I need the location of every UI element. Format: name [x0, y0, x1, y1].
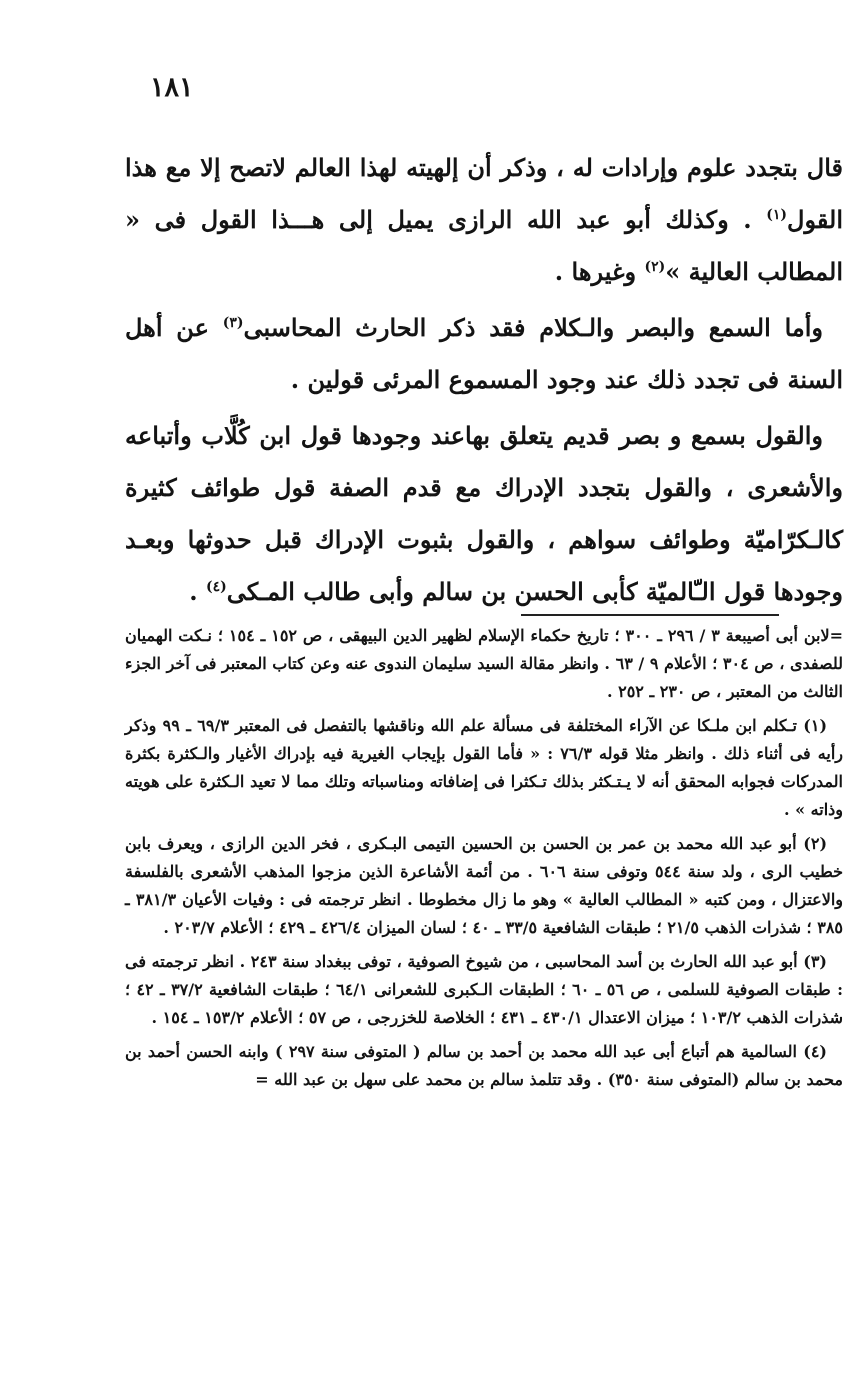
footnote-4: (٤) السالمية هم أتباع أبى عبد الله محمد بن أحمد بن سالم ( المتوفى سنة ٢٩٧ ) وابنه الحسن أحمد بن محمد بن سالم (المتوفى سنة ٣٥٠) . وقد تتلمذ سالم بن محمد على سهل بن عبد الله = — [125, 1042, 843, 1089]
page-number: ١٨١ — [150, 72, 194, 103]
main-paragraph-2-text-a: وأما السمع والبصر والـكلام فقد ذكر الحارث المحاسبى — [243, 313, 824, 342]
main-paragraph-1-text-a: قال بتجدد علوم وإرادات له ، وذكر أن إلهيته لهذا العالم لاتصح إلا مع هذا القول — [125, 153, 843, 234]
footnote-3: (٣) أبو عبد الله الحارث بن أسد المحاسبى ، من شيوخ الصوفية ، توفى ببغداد سنة ٢٤٣ . انظر ترجمته فى : طبقات الصوفية للسلمى ، ص ٥٦ ـ ٦٠ ؛ الطبقات الـكبرى للشعرانى ٦٤/١ ؛ طبقات الشافعية ٣٧/٢ ـ ٤٢ ؛ شذرات الذهب ١٠٣/٢ ؛ ميزان الاعتدال ٤٣٠/١ ـ ٤٣١ ؛ الخلاصة للخزرجى ، ص ٥٧ ؛ الأعلام ١٥٣/٢ ـ ١٥٤ . — [125, 952, 844, 1027]
footnote-2: (٢) أبو عبد الله محمد بن عمر بن الحسن بن الحسين التيمى البـكرى ، فخر الدين الرازى ، ويعرف بابن خطيب الرى ، ولد سنة ٥٤٤ وتوفى سنة ٦٠٦ . من أئمة الأشاعرة الذين مزجوا المذهب الأشعرى بالفلسفة والاعتزال ، ومن كتبه « المطالب العالية » وهو ما زال مخطوطا . انظر ترجمته فى : وفيات الأعيان ٣٨١/٣ ـ ٣٨٥ ؛ شذرات الذهب ٢١/٥ ؛ طبقات الشافعية ٣٣/٥ ـ ٤٠ ؛ لسان الميزان ٤٢٦/٤ ـ ٤٢٩ ؛ الأعلام ٢٠٣/٧ . — [125, 834, 844, 937]
footnote-separator — [521, 614, 779, 616]
main-paragraph-1-text-c: وغيرها . — [554, 257, 645, 286]
footnote-ref-2: (٢) — [644, 259, 666, 275]
main-paragraph-2-text-b: عن أهل السنة فى تجدد ذلك عند وجود المسموع المرئى قولين . — [125, 313, 843, 394]
footnote-ref-1: (١) — [766, 207, 788, 223]
footnotes — [125, 622, 843, 1100]
main-paragraph-3-text-a: والقول بسمع و بصر قديم يتعلق بهاعند وجودها قول ابن كُلَّاب وأتباعه والأشعرى ، والقول بتجدد الإدراك مع قدم الصفة قول طوائف كثيرة كالـكرّاميّة وطوائف سواهم ، والقول بثبوت الإدراك قبل حدوثها وبعـد وجودها قول الـّالميّة كأبى الحسن بن سالم وأبى طالب المـكى — [125, 421, 843, 606]
main-paragraph-2 — [125, 302, 843, 406]
footnote-1: (١) تـكلم ابن ملـكا عن الآراء المختلفة فى مسألة علم الله وناقشها بالتفصل فى المعتبر ٦٩/٣ ـ ٩٩ وذكر رأيه فى أثناء ذلك . وانظر مثلا قوله ٧٦/٣ : « فأما القول بإيجاب الغيرية فيه بإدراك الأغيار والـكثرة بكثرة المدركات فجوابه المحقق أنه لا يـتـكثر بذلك تـكثرا فى إضافاته ومناسباته وتلك مما لا تعيد الـكثرة على هويته وذاته » . — [125, 716, 843, 819]
footnote-continuation: =لابن أبى أصيبعة ٣ / ٢٩٦ ـ ٣٠٠ ؛ تاريخ حكماء الإسلام لظهير الدين البيهقى ، ص ١٥٢ ـ ١٥٤ ؛ نـكت الهميان للصفدى ، ص ٣٠٤ ؛ الأعلام ٩ / ٦٣ . وانظر مقالة السيد سليمان الندوى عنه وعن كتاب المعتبر فى آخر الجزء الثالث من المعتبر ، ص ٢٣٠ ـ ٢٥٢ . — [125, 626, 844, 701]
main-paragraph-3 — [125, 410, 843, 618]
footnote-ref-4: (٤) — [206, 579, 227, 595]
footnote-ref-3: (٣) — [222, 315, 244, 331]
main-paragraph-1 — [125, 142, 843, 298]
main-paragraph-1-text-b: . وكذلك أبو عبد الله الرازى يميل إلى هـــذا القول فى « المطالب العالية » — [125, 205, 843, 286]
main-text — [125, 142, 843, 622]
main-paragraph-3-text-b: . — [189, 577, 206, 606]
